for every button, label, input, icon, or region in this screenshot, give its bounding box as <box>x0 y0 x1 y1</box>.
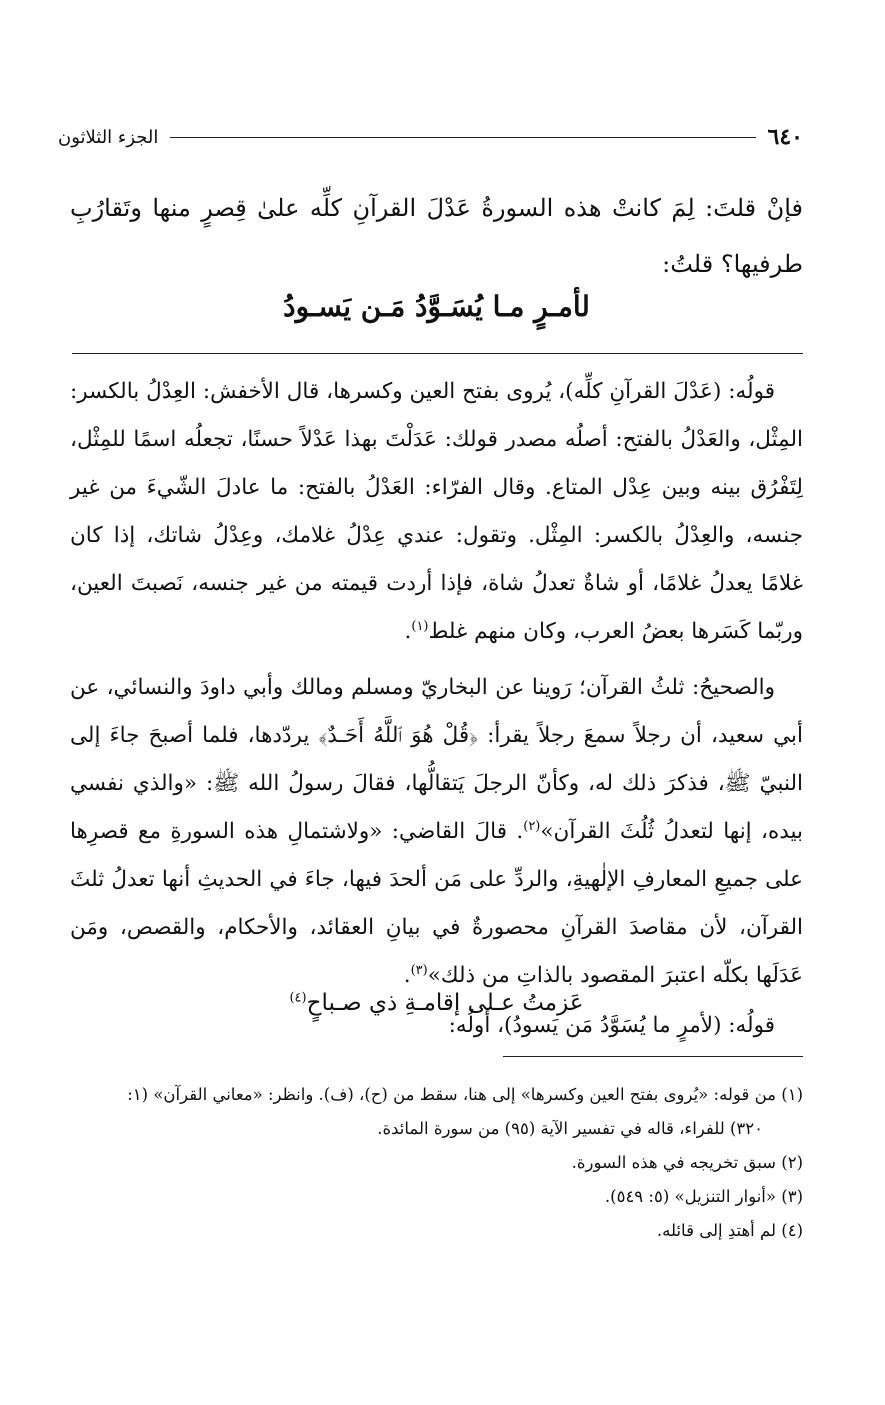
footnote-1-continuation: ٣٢٠) للفراء، قاله في تفسير الآية (٩٥) من سورة المائدة. <box>377 1119 763 1138</box>
footnote-marker: (٢) <box>523 818 541 834</box>
paragraph-end: . <box>404 619 412 644</box>
paragraph-text: قولُه: (لأمرٍ ما يُسَوَّدُ مَن يَسودُ)، أولُه: <box>448 1013 775 1038</box>
poem-line <box>70 990 803 1016</box>
verse-line: لأمـرٍ مـا يُسَـوَّدُ مَـن يَسـودُ <box>283 290 590 323</box>
poem-text: عَزمتُ عـلى إقامـةِ ذي صـباحٍ <box>306 990 584 1016</box>
footnote-marker: (١) <box>411 618 429 634</box>
footnote-divider <box>503 1056 803 1057</box>
running-title: الجزء الثلاثون <box>58 126 159 148</box>
paragraph-text: والصحيحُ: ثلثُ القرآن؛ رَوينا عن البخاريّ ومسلم ومالك وأبي داودَ والنسائي، عن أبي سعيد، أن رجلاً سمعَ رجلاً يقرأ: ﴿قُلْ هُوَ ٱللَّهُ أَحَـدٌ﴾ يردّدها، فلما أصبحَ جاءَ إلى النبيّ ﷺ، فذكرَ ذلك له، وكأنّ الرجلَ يَتقالُّها، فقالَ رسولُ الله ﷺ: «والذي نفسي بيده، إنها لتعدلُ ثُلُثَ القرآن» <box>70 675 803 844</box>
commentary-paragraph-1 <box>70 368 803 656</box>
footnote-marker: (٤) <box>289 990 307 1006</box>
footnote-4: (٤) لم أهتدِ إلى قائله. <box>656 1221 803 1240</box>
question-paragraph: فإنْ قلتَ: لِمَ كانتْ هذه السورةُ عَدْلَ القرآنِ كلِّه علىٰ قِصرٍ منها وتَقارُبِ طرفيها؟ قلتُ: <box>70 194 803 278</box>
footnote-2: (٢) سبق تخريجه في هذه السورة. <box>571 1153 803 1172</box>
header-divider <box>170 137 755 138</box>
footnote-marker: (٣) <box>410 962 428 978</box>
paragraph-text: قولُه: (عَدْلَ القرآنِ كلِّه)، يُروى بفتح العين وكسرها، قال الأخفش: العِدْلُ بالكسر: المِثْل، والعَدْلُ بالفتح: أصلُه مصدر قولك: عَدَلْتَ بهذا عَدْلاً حسنًا، تجعلُه اسمًا للمِثْل، لِتَفْرُق بينه وبين عِدْل المتاع. وقال الفرّاء: العَدْلُ بالفتح: ما عادلَ الشّيءَ من غير جنسه، والعِدْلُ بالكسر: المِثْل. وتقول: عندي عِدْلُ غلامك، وعِدْلُ شاتك، إذا كان غلامًا يعدلُ غلامًا، أو شاةٌ تعدلُ شاة، فإذا أردت قيمته من غير جنسه، نَصبتَ العين، وربّما كَسَرها بعضُ العرب، وكان منهم غلط <box>70 379 803 644</box>
footnote-3: (٣) «أنوار التنزيل» (٥: ٥٤٩). <box>604 1187 803 1206</box>
commentary <box>70 368 803 1058</box>
paragraph-end: . <box>403 963 411 988</box>
commentary-paragraph-2 <box>70 664 803 1000</box>
paragraph-text: . قالَ القاضي: «ولاشتمالِ هذه السورةِ مع قصرِها على جميعِ المعارفِ الإلٰهيةِ، والردِّ على مَن ألحدَ فيها، جاءَ في الحديثِ أنها تعدلُ ثلثَ القرآن، لأن مقاصدَ القرآنِ محصورةٌ في بيانِ العقائد، والأحكام، والقصص، ومَن عَدَلَها بكلّه اعتبرَ المقصود بالذاتِ من ذلك» <box>70 819 803 988</box>
page-header <box>58 122 803 152</box>
footnotes <box>60 1078 803 1248</box>
text-divider <box>72 353 803 354</box>
page-number: ٦٤٠ <box>767 124 803 150</box>
footnote-1: (١) من قوله: «يُروى بفتح العين وكسرها» إلى هنا، سقط من (ح)، (ف). وانظر: «معاني القرآن» (١: <box>127 1085 803 1104</box>
